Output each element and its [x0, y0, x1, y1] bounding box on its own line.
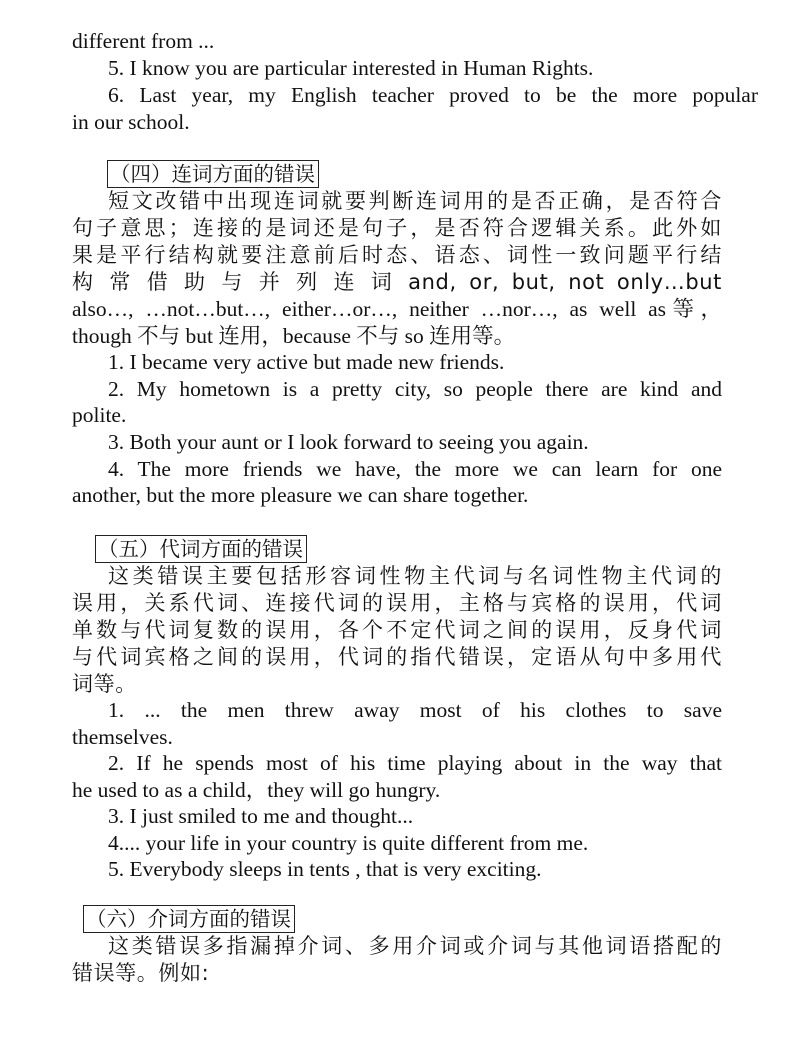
example-item: 6. Last year, my English teacher proved to be the more popular: [108, 83, 758, 107]
example-item: 4.... your life in your country is quite different from me.: [108, 831, 589, 855]
section-description: 句子意思；连接的是词还是句子，是否符合逻辑关系。此外如: [72, 216, 722, 240]
example-item: 4. The more friends we have, the more we can learn for one: [108, 457, 722, 481]
section-description: 这类错误多指漏掉介词、多用介词或介词与其他词语搭配的: [108, 934, 722, 958]
section-description: 词等。: [72, 672, 137, 696]
section-heading-pronouns: （五）代词方面的错误: [95, 535, 307, 563]
example-item-continuation: another, but the more pleasure we can share together.: [72, 483, 529, 507]
section-description: 单数与代词复数的误用，各个不定代词之间的误用，反身代词: [72, 618, 722, 642]
example-item-continuation: in our school.: [72, 110, 190, 134]
example-item: 5. Everybody sleeps in tents , that is very exciting.: [108, 857, 542, 881]
example-item: 2. If he spends most of his time playing about in the way that: [108, 751, 722, 775]
example-item: 2. My hometown is a pretty city, so people there are kind and: [108, 377, 722, 401]
example-item-continuation: polite.: [72, 403, 127, 427]
section-description: 短文改错中出现连词就要判断连词用的是否正确，是否符合: [108, 189, 722, 213]
section-description: though 不与 but 连用，because 不与 so 连用等。: [72, 324, 516, 348]
section-description: 与代词宾格之间的误用，代词的指代错误，定语从句中多用代: [72, 645, 722, 669]
section-description: also…, …not…but…, either…or…, neither …nor…, as well as等，: [72, 297, 722, 321]
section-description: 果是平行结构就要注意前后时态、语态、词性一致问题平行结: [72, 243, 722, 267]
section-description: 构 常 借 助 与 并 列 连 词 and, or, but, not only…but: [72, 270, 722, 294]
paragraph-continuation: different from ...: [72, 29, 215, 53]
section-description: 错误等。例如:: [72, 961, 210, 985]
example-item: 1. ... the men threw away most of his clothes to save: [108, 698, 722, 722]
example-item: 5. I know you are particular interested in Human Rights.: [108, 56, 594, 80]
section-description: 误用，关系代词、连接代词的误用，主格与宾格的误用，代词: [72, 591, 722, 615]
section-heading-conjunctions: （四）连词方面的错误: [107, 160, 319, 188]
example-item: 1. I became very active but made new friends.: [108, 350, 505, 374]
example-item: 3. I just smiled to me and thought...: [108, 804, 414, 828]
section-description: 这类错误主要包括形容词性物主代词与名词性物主代词的: [108, 564, 722, 588]
section-heading-prepositions: （六）介词方面的错误: [83, 905, 295, 933]
example-item-continuation: he used to as a child，they will go hungry.: [72, 778, 441, 802]
example-item-continuation: themselves.: [72, 725, 173, 749]
example-item: 3. Both your aunt or I look forward to seeing you again.: [108, 430, 589, 454]
